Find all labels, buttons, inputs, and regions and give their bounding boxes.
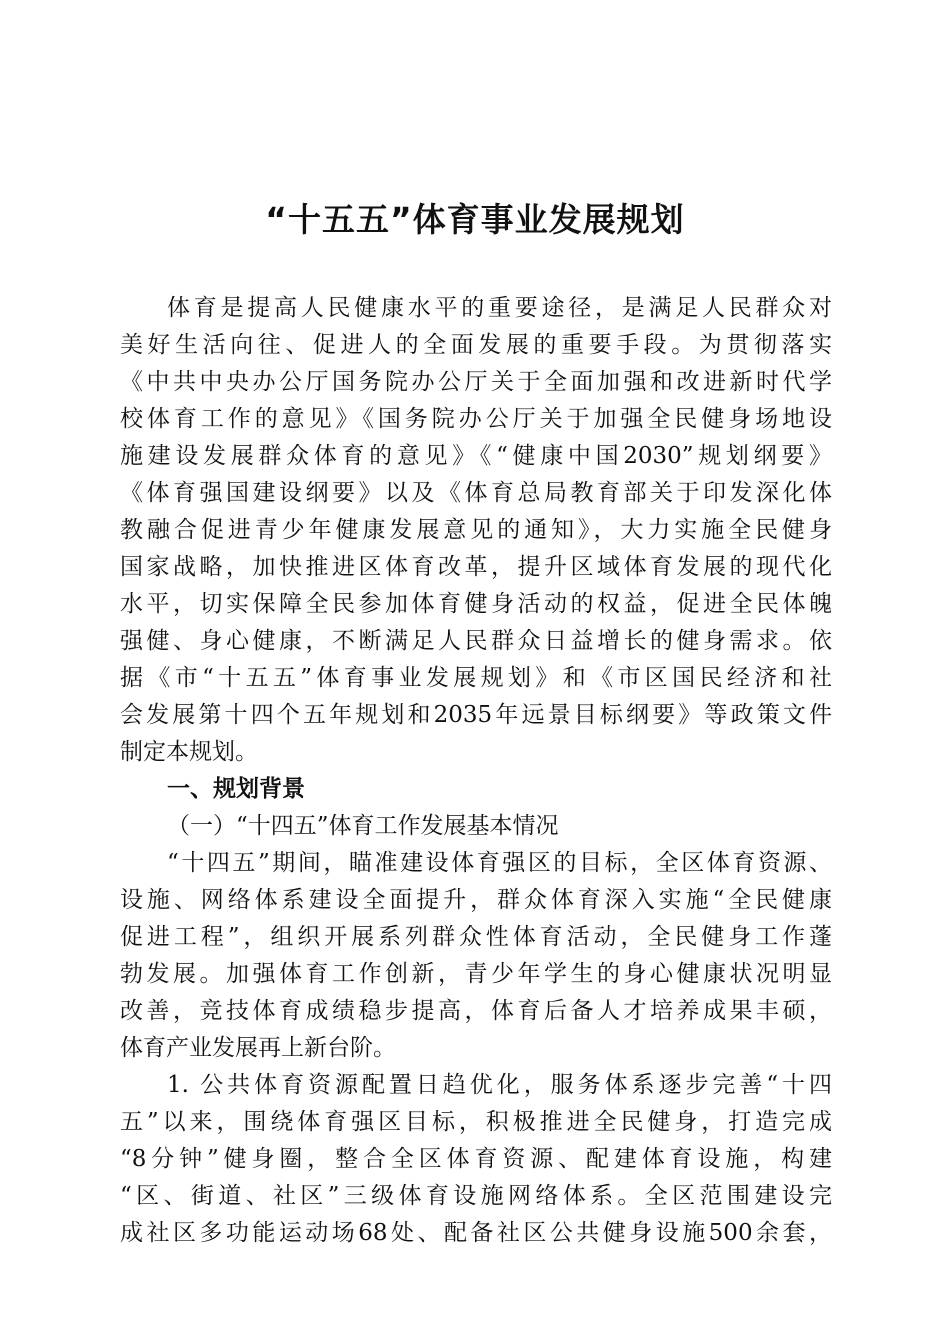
paragraph-line: 促进工程”，组织开展系列群众性体育活动，全民健身工作蓬 — [120, 924, 832, 950]
paragraph-line: 勃发展。加强体育工作创新，青少年学生的身心健康状况明显 — [120, 961, 832, 987]
paragraph-line: 校体育工作的意见》《国务院办公厅关于加强全民健身场地设 — [120, 406, 832, 432]
paragraph-line: 教融合促进青少年健康发展意见的通知》，大力实施全民健身 — [120, 517, 832, 543]
document-title: “十五五”体育事业发展规划 — [265, 200, 685, 239]
subsection-heading: （一）“十四五”体育工作发展基本情况 — [167, 813, 559, 839]
paragraph-line: 改善，竞技体育成绩稳步提高，体育后备人才培养成果丰硕， — [120, 998, 832, 1024]
paragraph-line: 体育产业发展再上新台阶。 — [120, 1035, 396, 1061]
paragraph-line: 施建设发展群众体育的意见》《“健康中国2030”规划纲要》 — [120, 443, 832, 469]
paragraph-line: 水平，切实保障全民参加体育健身活动的权益，促进全民体魄 — [120, 591, 832, 617]
resources-paragraph — [120, 1067, 832, 1252]
paragraph-line: “十四五”期间，瞄准建设体育强区的目标，全区体育资源、 — [167, 850, 832, 876]
paragraph-line: “8分钟”健身圈，整合全区体育资源、配建体育设施，构建 — [120, 1146, 832, 1172]
intro-paragraph — [120, 290, 832, 771]
paragraph-line: 会发展第十四个五年规划和2035年远景目标纲要》等政策文件 — [120, 702, 832, 728]
paragraph-line: 1. 公共体育资源配置日趋优化，服务体系逐步完善“十四 — [167, 1072, 832, 1098]
paragraph-line: 制定本规划。 — [120, 739, 258, 765]
paragraph-line: 据《市“十五五”体育事业发展规划》和《市区国民经济和社 — [120, 665, 832, 691]
paragraph-line: 体育是提高人民健康水平的重要途径，是满足人民群众对 — [167, 295, 832, 321]
paragraph-line: 美好生活向往、促进人的全面发展的重要手段。为贯彻落实 — [120, 332, 832, 358]
section-heading: 一、规划背景 — [167, 776, 305, 802]
paragraph-line: 强健、身心健康，不断满足人民群众日益增长的健身需求。依 — [120, 628, 832, 654]
paragraph-line: 五”以来，围绕体育强区目标，积极推进全民健身，打造完成 — [120, 1109, 832, 1135]
paragraph-line: 成社区多功能运动场68处、配备社区公共健身设施500余套， — [120, 1220, 832, 1246]
overview-paragraph — [120, 845, 832, 1067]
paragraph-line: 设施、网络体系建设全面提升，群众体育深入实施“全民健康 — [120, 887, 832, 913]
paragraph-line: 国家战略，加快推进区体育改革，提升区域体育发展的现代化 — [120, 554, 832, 580]
paragraph-line: “区、街道、社区”三级体育设施网络体系。全区范围建设完 — [120, 1183, 832, 1209]
paragraph-line: 《中共中央办公厅国务院办公厅关于全面加强和改进新时代学 — [120, 369, 832, 395]
document-body — [120, 290, 832, 1252]
paragraph-line: 《体育强国建设纲要》以及《体育总局教育部关于印发深化体 — [120, 480, 832, 506]
